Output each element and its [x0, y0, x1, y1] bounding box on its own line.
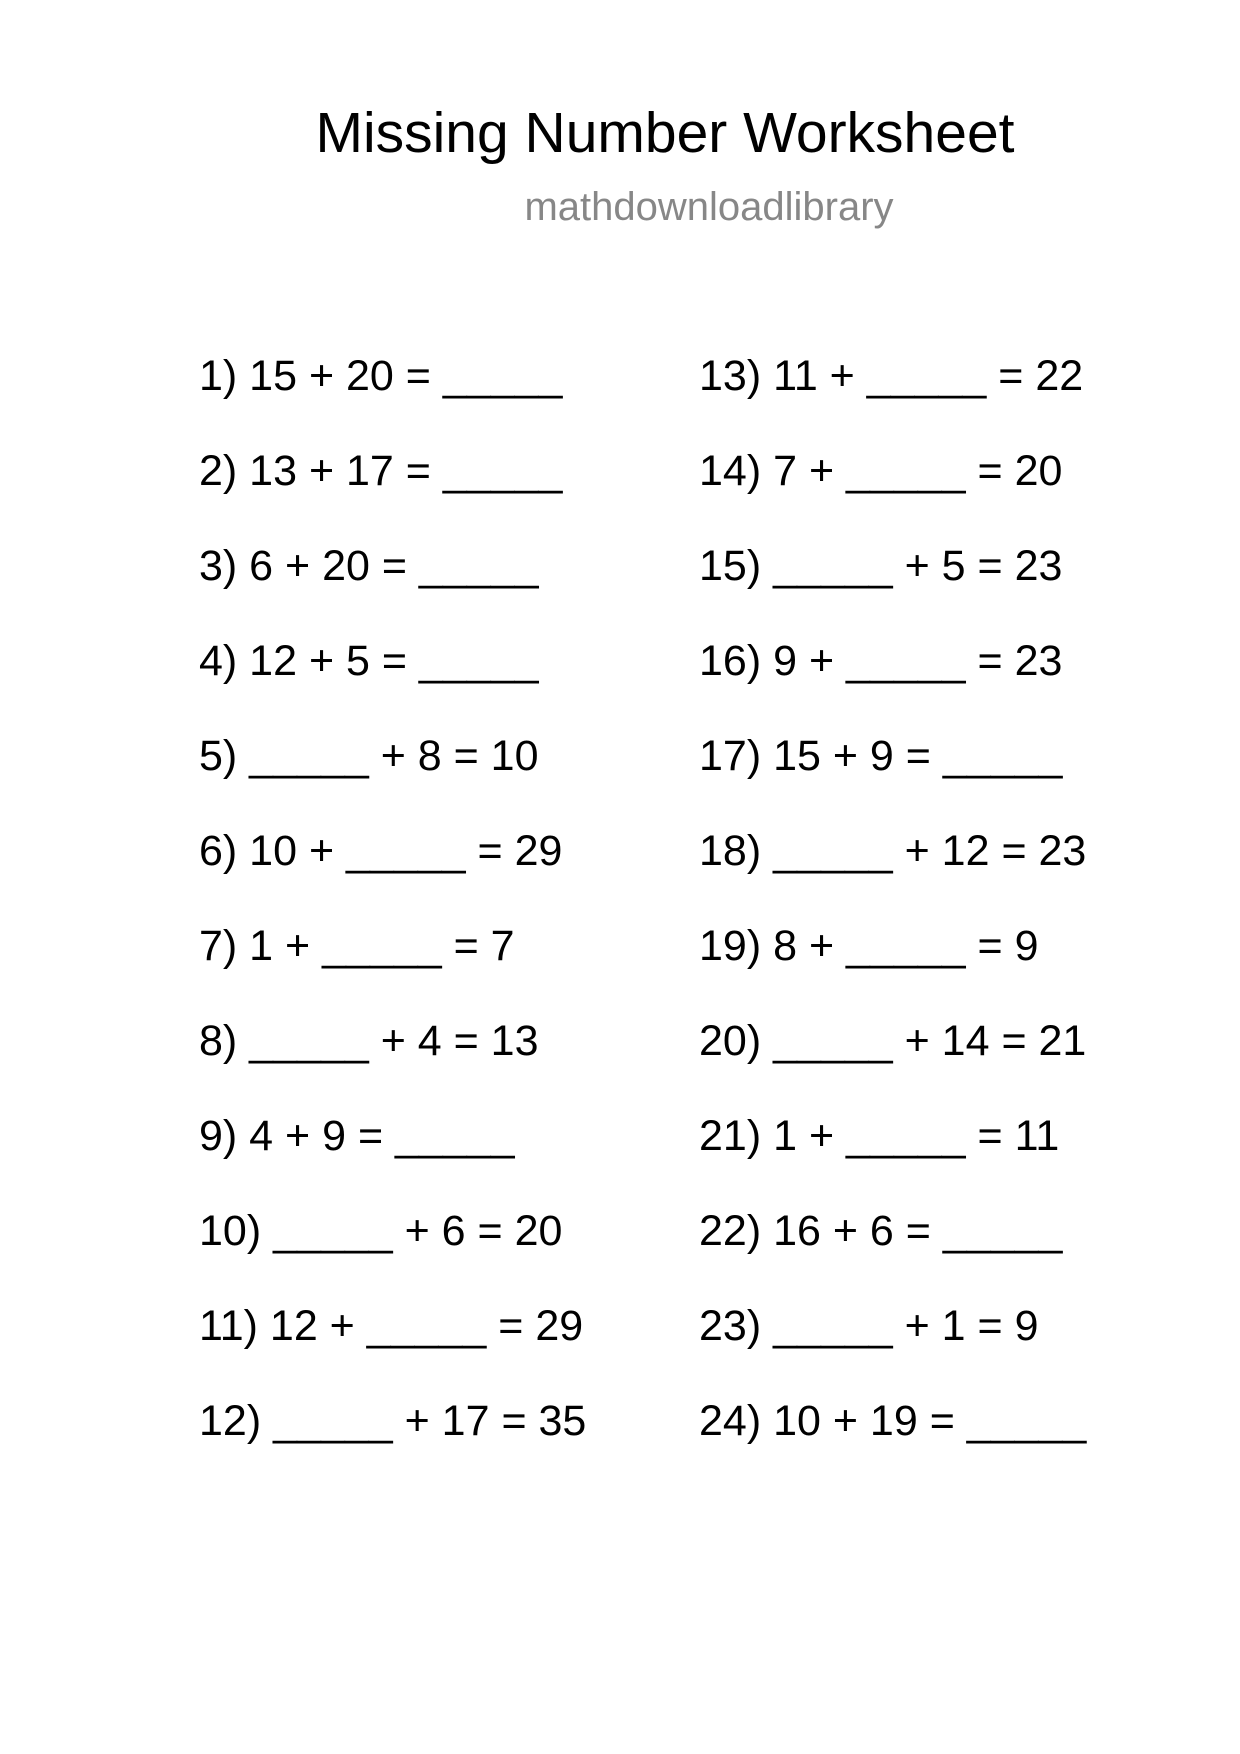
problem-column-right — [699, 348, 1086, 1488]
problem-14: 14) 7 + _____ = 20 — [699, 447, 1063, 495]
problem-4: 4) 12 + 5 = _____ — [199, 637, 539, 685]
problem-15: 15) _____ + 5 = 23 — [699, 542, 1063, 590]
problem-23: 23) _____ + 1 = 9 — [699, 1302, 1039, 1350]
problem-16: 16) 9 + _____ = 23 — [699, 637, 1063, 685]
problem-22: 22) 16 + 6 = _____ — [699, 1207, 1063, 1255]
problem-17: 17) 15 + 9 = _____ — [699, 732, 1063, 780]
problem-10: 10) _____ + 6 = 20 — [199, 1207, 563, 1255]
worksheet-subtitle: mathdownloadlibrary — [524, 185, 894, 229]
problem-3: 3) 6 + 20 = _____ — [199, 542, 539, 590]
problem-11: 11) 12 + _____ = 29 — [199, 1302, 584, 1350]
problem-5: 5) _____ + 8 = 10 — [199, 732, 539, 780]
problem-21: 21) 1 + _____ = 11 — [699, 1112, 1060, 1160]
problem-6: 6) 10 + _____ = 29 — [199, 827, 563, 875]
problem-13: 13) 11 + _____ = 22 — [699, 352, 1084, 400]
problem-20: 20) _____ + 14 = 21 — [699, 1017, 1087, 1065]
problem-19: 19) 8 + _____ = 9 — [699, 922, 1039, 970]
problem-8: 8) _____ + 4 = 13 — [199, 1017, 539, 1065]
problem-9: 9) 4 + 9 = _____ — [199, 1112, 515, 1160]
worksheet-title: Missing Number Worksheet — [315, 101, 1015, 165]
problem-18: 18) _____ + 12 = 23 — [699, 827, 1087, 875]
problem-1: 1) 15 + 20 = _____ — [199, 352, 563, 400]
problem-7: 7) 1 + _____ = 7 — [199, 922, 515, 970]
problem-12: 12) _____ + 17 = 35 — [199, 1397, 587, 1445]
problem-24: 24) 10 + 19 = _____ — [699, 1397, 1087, 1445]
problem-column-left — [199, 348, 586, 1488]
problem-2: 2) 13 + 17 = _____ — [199, 447, 563, 495]
